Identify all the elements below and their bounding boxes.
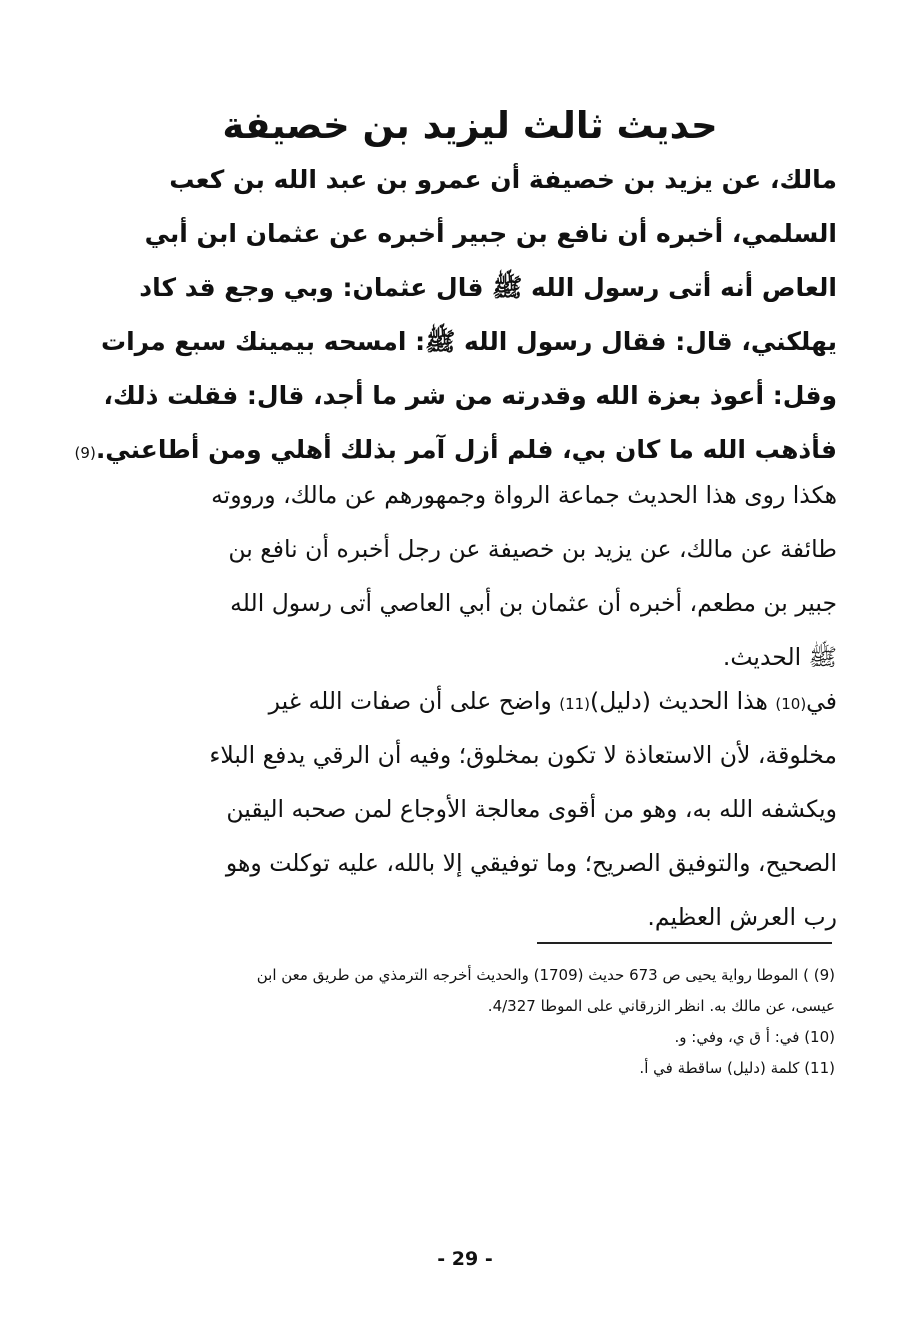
page-number: - 29 - [437,1248,493,1270]
footnote-11: (11) كلمة (دليل) ساقطة في أ. [639,1059,835,1077]
commentary-text: واضح على أن صفات الله غير [268,687,560,715]
footnote-ref-10: (10) [775,695,807,713]
commentary-line-first [105,674,837,728]
footnote-ref-11: (11) [559,695,591,713]
footnote-10: (10) في: أ ق ي، وفي: و. [674,1028,835,1046]
footnote-9: (9) ) الموطا رواية يحيى ص 673 حديث (1709) والحديث أخرجه الترمذي من طريق معن ابن [256,966,835,984]
footnotes [100,960,835,1084]
commentary-paragraph-2 [105,674,837,944]
commentary-text: هذا الحديث (دليل) [590,687,776,715]
footnote-divider [537,942,832,944]
hadith-line: السلمي، أخبره أن نافع بن جبير أخبره عن عثمان ابن أبي [144,219,837,248]
hadith-line: يهلكني، قال: فقال رسول الله ﷺ: امسحه بيمينك سبع مرات [100,327,837,356]
hadith-last-text: فأذهب الله ما كان بي، فلم أزل آمر بذلك أهلي ومن أطاعني. [95,435,837,464]
commentary-line: مخلوقة، لأن الاستعاذة لا تكون بمخلوق؛ وفيه أن الرقي يدفع البلاء [209,741,837,769]
commentary-line: ﷺ الحديث. [722,643,837,671]
commentary-text: في [806,687,837,715]
hadith-line: العاص أنه أتى رسول الله ﷺ قال عثمان: وبي وجع قد كاد [139,273,837,302]
hadith-line: مالك، عن يزيد بن خصيفة أن عمرو بن عبد الله بن كعب [169,165,837,194]
footnote-9-continued: عيسى، عن مالك به. انظر الزرقاني على الموطا 4/327. [487,997,835,1015]
hadith-text [74,153,837,477]
commentary-line: جبير بن مطعم، أخبره أن عثمان بن أبي العاصي أتى رسول الله [230,589,837,617]
commentary-line: طائفة عن مالك، عن يزيد بن خصيفة عن رجل أخبره أن نافع بن [228,535,837,563]
page-title: حديث ثالث ليزيد بن خصيفة [222,104,718,147]
footnote-ref-9: (9) [74,444,96,462]
commentary-paragraph-1 [105,468,837,684]
commentary-line: هكذا روى هذا الحديث جماعة الرواة وجمهورهم عن مالك، ورووته [211,481,837,509]
commentary-line: رب العرش العظيم. [647,903,837,931]
commentary-line: الصحيح، والتوفيق الصريح؛ وما توفيقي إلا بالله، عليه توكلت وهو [225,849,837,877]
commentary-line: ويكشفه الله به، وهو من أقوى معالجة الأوجاع لمن صحبه اليقين [226,795,837,823]
hadith-line: وقل: أعوذ بعزة الله وقدرته من شر ما أجد، قال: فقلت ذلك، [103,381,837,410]
